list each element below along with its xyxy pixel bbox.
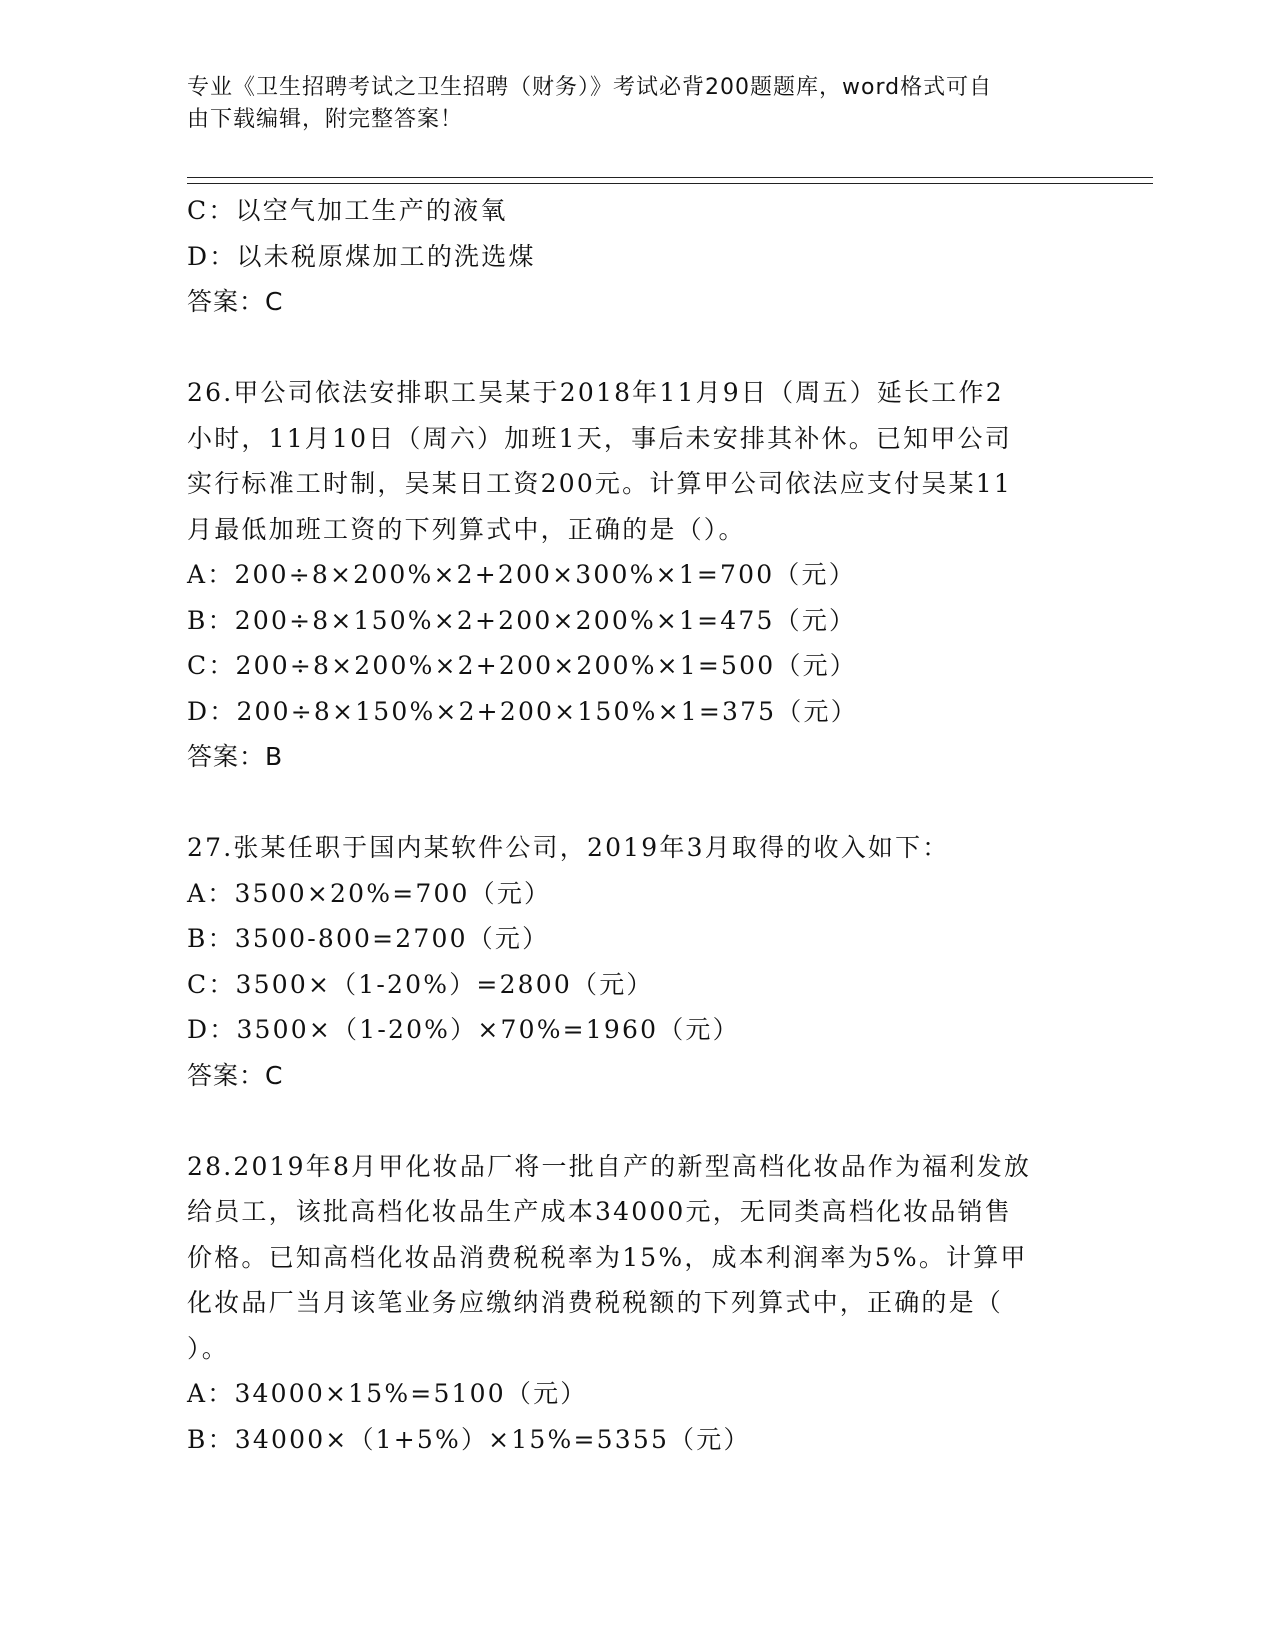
spacer [187,325,1087,371]
header-rule-top [187,177,1153,178]
answer-line: 答案：B [187,742,284,771]
option-a: A：34000×15%=5100（元） [187,1379,588,1408]
question-stem-line: 实行标准工时制，吴某日工资200元。计算甲公司依法应支付吴某11 [187,469,1012,498]
option-a: A：200÷8×200%×2+200×300%×1=700（元） [187,560,856,589]
spacer [187,780,1087,826]
spacer [187,1098,1087,1144]
question-stem-line: 给员工，该批高档化妆品生产成本34000元，无同类高档化妆品销售 [187,1197,1012,1226]
question-stem-line: 26.甲公司依法安排职工吴某于2018年11月9日（周五）延长工作2 [187,378,1004,407]
header-rule-bottom [187,183,1153,184]
question-content [187,188,1087,1462]
question-stem-line: 27.张某任职于国内某软件公司，2019年3月取得的收入如下： [187,833,950,862]
option-d: D：200÷8×150%×2+200×150%×1=375（元） [187,696,858,726]
question-stem-line: 28.2019年8月甲化妆品厂将一批自产的新型高档化妆品作为福利发放 [187,1151,1032,1181]
question-stem-line: 价格。已知高档化妆品消费税税率为15%，成本利润率为5%。计算甲 [187,1242,1028,1272]
option-d: D：以未税原煤加工的洗选煤 [187,241,536,271]
question-stem-line: 小时，11月10日（周六）加班1天，事后未安排其补休。已知甲公司 [187,423,1012,453]
question-stem-line: 化妆品厂当月该笔业务应缴纳消费税税额的下列算式中，正确的是（ [187,1288,1004,1317]
question-27 [187,825,1087,1098]
option-d: D：3500×（1-20%）×70%=1960（元） [187,1015,740,1044]
question-28 [187,1144,1087,1463]
header-line-2: 由下载编辑，附完整答案！ [187,107,464,132]
option-b: B：3500-800=2700（元） [187,924,550,953]
question-stem-line: ）。 [187,1333,229,1363]
answer-line: 答案：C [187,1060,284,1090]
header-line-1: 专业《卫生招聘考试之卫生招聘（财务）》考试必背200题题库，word格式可自 [187,75,993,100]
question-stem-line: 月最低加班工资的下列算式中，正确的是（）。 [187,514,746,544]
option-c: C：3500×（1-20%）=2800（元） [187,969,654,999]
prev-question-block [187,188,1087,325]
option-b: B：34000×（1+5%）×15%=5355（元） [187,1424,751,1454]
question-26 [187,370,1087,780]
option-b: B：200÷8×150%×2+200×200%×1=475（元） [187,605,857,635]
answer-line: 答案：C [187,287,284,316]
document-header [187,72,1067,136]
option-c: C：以空气加工生产的液氧 [187,196,508,225]
option-c: C：200÷8×200%×2+200×200%×1=500（元） [187,651,857,680]
option-a: A：3500×20%=700（元） [187,878,552,908]
